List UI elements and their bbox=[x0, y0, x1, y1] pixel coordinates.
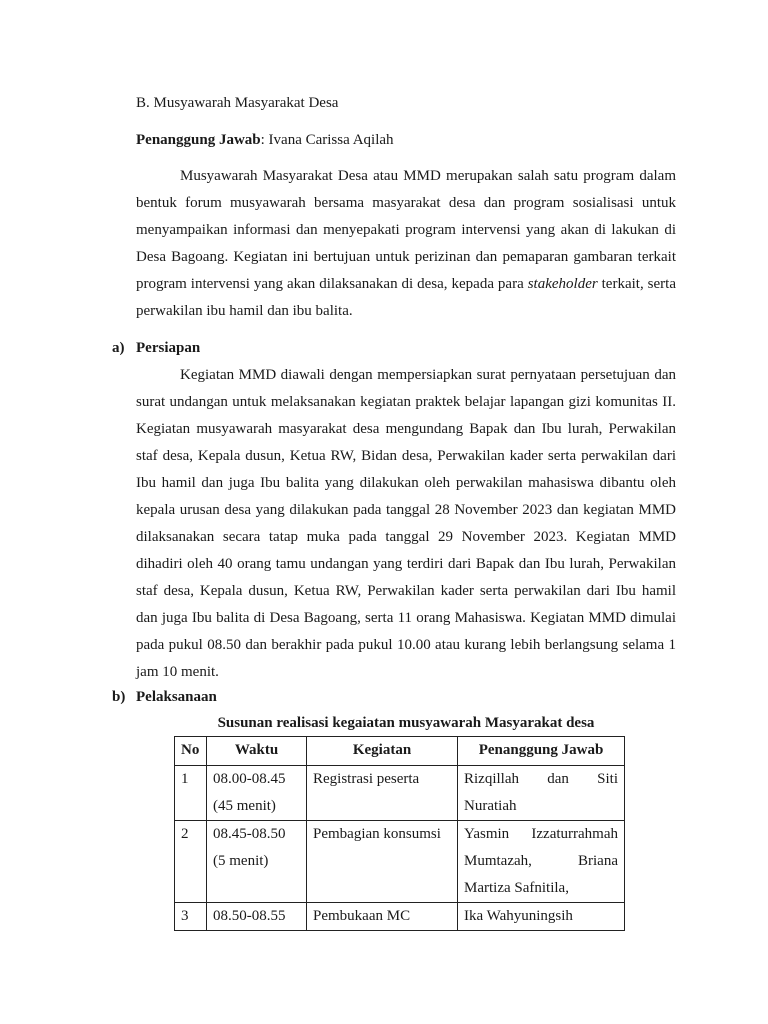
persiapan-line-2: surat undangan untuk melaksanakan kegiatan praktek belajar lapangan gizi komunitas II. bbox=[136, 394, 676, 410]
list-marker-a: a) bbox=[112, 340, 125, 356]
intro-line-5 bbox=[136, 275, 676, 293]
persiapan-line-5: Ibu hamil dan juga Ibu balita yang dilakukan oleh perwakilan mahasiswa dibantu oleh bbox=[136, 475, 676, 491]
cell-penanggung-jawab bbox=[458, 766, 625, 821]
list-marker-b: b) bbox=[112, 689, 126, 705]
responsible-name: Ivana Carissa Aqilah bbox=[268, 132, 394, 148]
table-row bbox=[175, 903, 625, 931]
pj-line: Mumtazah, Briana bbox=[464, 853, 618, 869]
table-row bbox=[175, 766, 625, 821]
table-header-row bbox=[175, 737, 625, 766]
intro-line-5-start: program intervensi yang akan dilaksanakan di desa, kepada para bbox=[136, 276, 528, 292]
persiapan-line-1: Kegiatan MMD diawali dengan mempersiapkan surat pernyataan persetujuan dan bbox=[180, 367, 676, 383]
intro-line-4: Desa Bagoang. Kegiatan ini bertujuan untuk perizinan dan pemaparan gambaran terkait bbox=[136, 249, 676, 265]
pelaksanaan-heading: Pelaksanaan bbox=[136, 689, 217, 705]
intro-line-2: bentuk forum musyawarah bersama masyarakat desa dan program sosialisasi untuk bbox=[136, 195, 676, 211]
cell-no: 1 bbox=[175, 766, 207, 821]
persiapan-line-4: staf desa, Kepala dusun, Ketua RW, Bidan desa, Perwakilan kader serta perwakilan dari bbox=[136, 448, 676, 464]
schedule-table bbox=[174, 736, 625, 931]
cell-kegiatan: Pembukaan MC bbox=[307, 903, 458, 931]
persiapan-heading: Persiapan bbox=[136, 340, 201, 356]
pj-line: Ika Wahyuningsih bbox=[464, 908, 573, 924]
time-range: 08.45-08.50 bbox=[213, 826, 286, 842]
intro-line-5-end: terkait, serta bbox=[597, 276, 676, 292]
time-range: 08.00-08.45 bbox=[213, 771, 286, 787]
header-waktu: Waktu bbox=[207, 737, 307, 766]
cell-no: 3 bbox=[175, 903, 207, 931]
intro-line-6: perwakilan ibu hamil dan ibu balita. bbox=[136, 303, 353, 319]
persiapan-line-8: dihadiri oleh 40 orang tamu undangan yang terdiri dari Bapak dan Ibu lurah, Perwakilan bbox=[136, 556, 676, 572]
cell-penanggung-jawab bbox=[458, 821, 625, 903]
section-title: B. Musyawarah Masyarakat Desa bbox=[136, 95, 339, 111]
persiapan-line-7: dilaksanakan secara tatap muka pada tanggal 29 November 2023. Kegiatan MMD bbox=[136, 529, 676, 545]
cell-kegiatan: Registrasi peserta bbox=[307, 766, 458, 821]
persiapan-line-12: jam 10 menit. bbox=[136, 664, 219, 680]
cell-kegiatan: Pembagian konsumsi bbox=[307, 821, 458, 903]
header-no: No bbox=[175, 737, 207, 766]
time-range: 08.50-08.55 bbox=[213, 908, 286, 924]
table-caption: Susunan realisasi kegaiatan musyawarah Masyarakat desa bbox=[217, 715, 595, 731]
intro-line-1: Musyawarah Masyarakat Desa atau MMD merupakan salah satu program dalam bbox=[180, 168, 676, 184]
pj-line: Yasmin Izzaturrahmah bbox=[464, 826, 618, 842]
persiapan-line-10: dan juga Ibu balita di Desa Bagoang, serta 11 orang Mahasiswa. Kegiatan MMD dimulai bbox=[136, 610, 676, 626]
responsible-line bbox=[136, 131, 394, 149]
table-row bbox=[175, 821, 625, 903]
responsible-separator: : bbox=[260, 132, 269, 148]
pj-line: Rizqillah dan Siti bbox=[464, 771, 618, 787]
cell-no: 2 bbox=[175, 821, 207, 903]
intro-italic-term: stakeholder bbox=[527, 276, 598, 292]
header-kegiatan: Kegiatan bbox=[307, 737, 458, 766]
persiapan-line-9: staf desa, Kepala dusun, Ketua RW, Perwakilan kader serta perwakilan dari Ibu hamil bbox=[136, 583, 676, 599]
persiapan-line-11: pada pukul 08.50 dan berakhir pada pukul 10.00 atau kurang lebih berlangsung selama 1 bbox=[136, 637, 676, 653]
header-penanggung-jawab: Penanggung Jawab bbox=[458, 737, 625, 766]
cell-penanggung-jawab bbox=[458, 903, 625, 931]
intro-line-3: menyampaikan informasi dan menyepakati program intervensi yang akan di lakukan di bbox=[136, 222, 676, 238]
persiapan-line-6: kepala urusan desa yang dilakukan pada tanggal 28 November 2023 dan kegiatan MMD bbox=[136, 502, 676, 518]
duration: (5 menit) bbox=[213, 853, 269, 869]
responsible-label: Penanggung Jawab bbox=[136, 132, 261, 148]
persiapan-line-3: Kegiatan musyawarah masyarakat desa mengundang Bapak dan Ibu lurah, Perwakilan bbox=[136, 421, 676, 437]
cell-waktu bbox=[207, 766, 307, 821]
duration: (45 menit) bbox=[213, 798, 276, 814]
cell-waktu bbox=[207, 903, 307, 931]
pj-line: Nuratiah bbox=[464, 798, 517, 814]
cell-waktu bbox=[207, 821, 307, 903]
pj-line: Martiza Safnitila, bbox=[464, 880, 569, 896]
